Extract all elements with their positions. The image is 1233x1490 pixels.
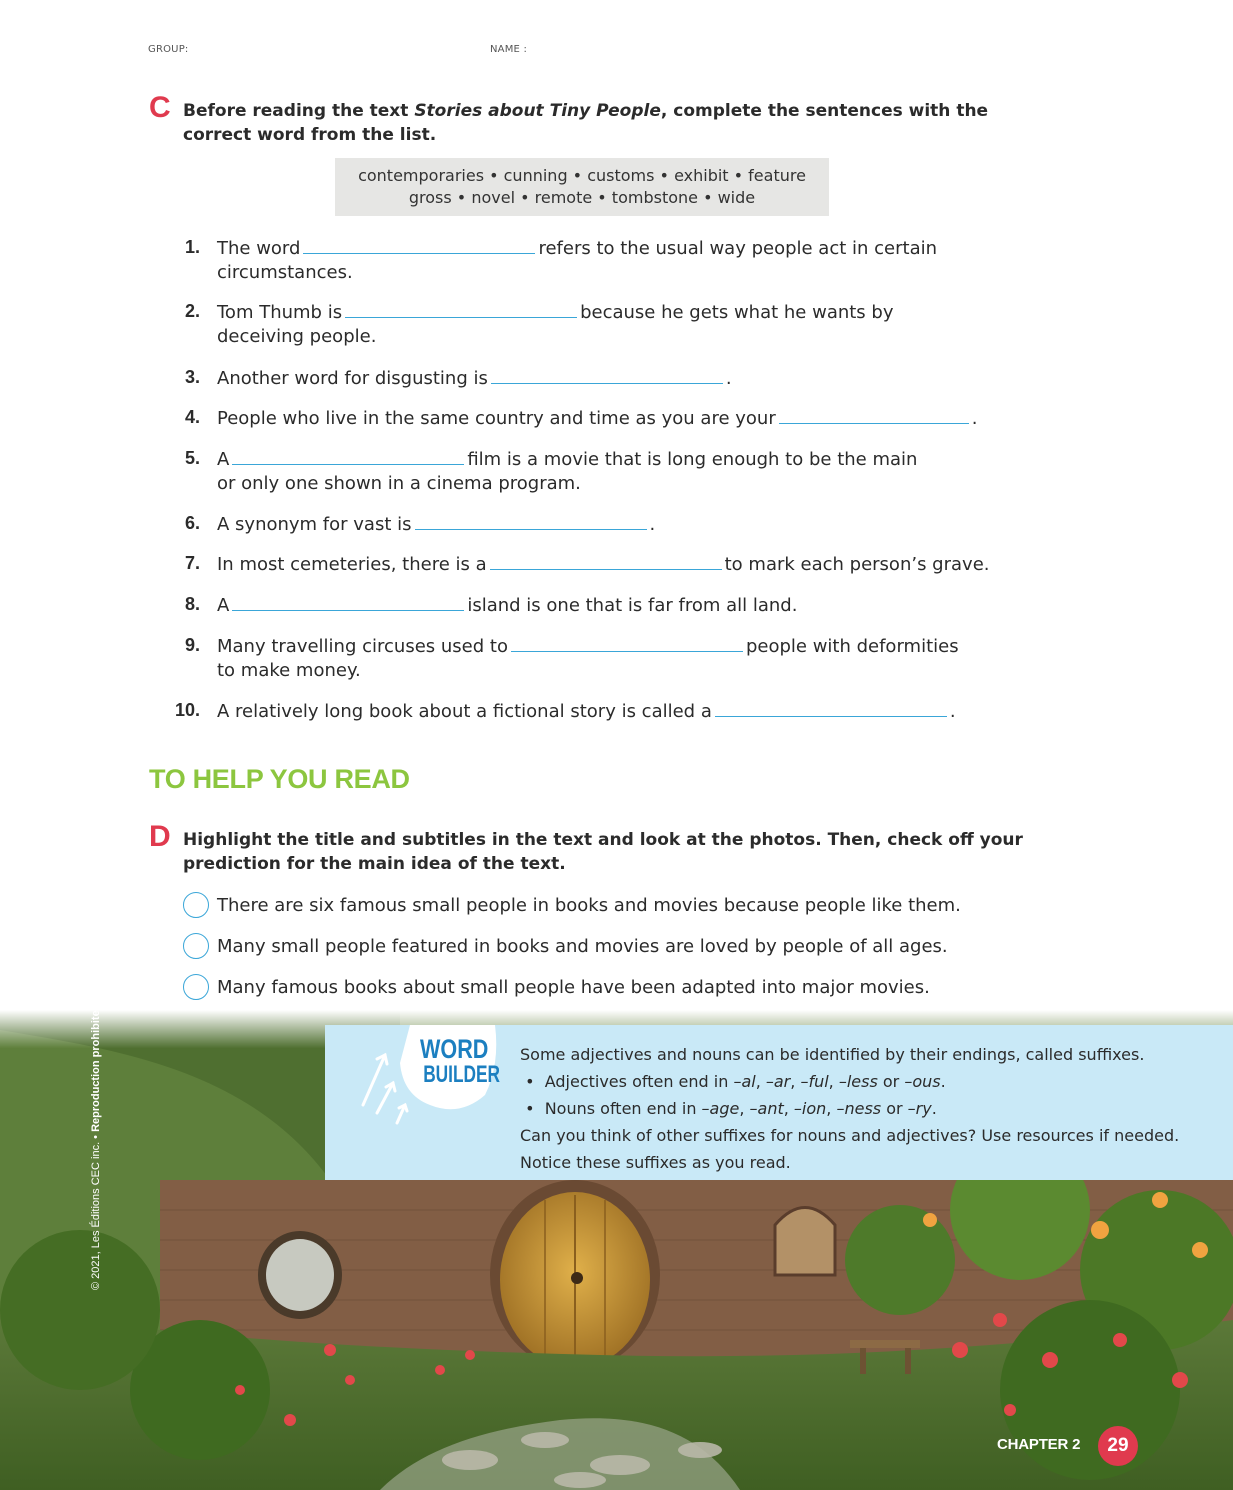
checkbox-circle-1[interactable]	[183, 892, 209, 918]
word-list-line-1: contemporaries • cunning • customs • exhibit • feature	[358, 166, 806, 185]
noun-suffixes: • Nouns often end in –age, –ant, –ion, –ness or –ry.	[525, 1099, 937, 1118]
answer-blank-6[interactable]	[415, 511, 647, 530]
answer-blank-8[interactable]	[232, 592, 464, 611]
checkbox-circle-2[interactable]	[183, 933, 209, 959]
answer-blank-7[interactable]	[490, 551, 722, 570]
answer-blank-1[interactable]	[303, 235, 535, 254]
section-c-letter: C	[149, 91, 171, 124]
adjective-suffixes: • Adjectives often end in –al, –ar, –ful, –less or –ous.	[525, 1072, 946, 1091]
name-label: NAME :	[490, 44, 528, 55]
word-builder-title-2: BUILDER	[423, 1061, 501, 1088]
section-d-letter: D	[149, 820, 171, 853]
word-builder-text: Some adjectives and nouns can be identified by their endings, called suffixes. • Adjectives often end in –al, –ar, –ful, –less or –ous. • Nouns often end in –age, –ant, –ion, –ness or –ry. Can you think of other suffixes for nouns and adjectives? Use resources if needed. Notice these suffixes as you read.	[520, 1041, 1220, 1176]
answer-blank-10[interactable]	[715, 698, 947, 717]
word-builder-badge	[355, 1025, 505, 1125]
word-list-line-2: gross • novel • remote • tombstone • wide	[408, 188, 756, 207]
answer-blank-5[interactable]	[232, 446, 464, 465]
section-d-instruction: Highlight the title and subtitles in the text and look at the photos. Then, check off your prediction for the main idea of the text.	[183, 830, 1023, 874]
word-list-box	[335, 158, 829, 216]
answer-blank-3[interactable]	[491, 365, 723, 384]
answer-blank-9[interactable]	[511, 633, 743, 652]
copyright-sidebar: © 2021, Les Éditions CEC inc. • Reproduction prohibited	[90, 1003, 102, 1290]
section-c-instruction: Before reading the text Stories about Tiny People, complete the sentences with the correct word from the list.	[183, 101, 989, 145]
answer-blank-2[interactable]	[345, 299, 577, 318]
page-number: 29	[1098, 1426, 1138, 1466]
chapter-label: CHAPTER 2	[997, 1436, 1081, 1453]
to-help-you-read-heading: TO HELP YOU READ	[149, 764, 410, 794]
group-label: GROUP:	[148, 44, 189, 55]
checkbox-circle-3[interactable]	[183, 974, 209, 1000]
word-builder-title-1: WORD	[420, 1034, 489, 1064]
answer-blank-4[interactable]	[779, 405, 969, 424]
